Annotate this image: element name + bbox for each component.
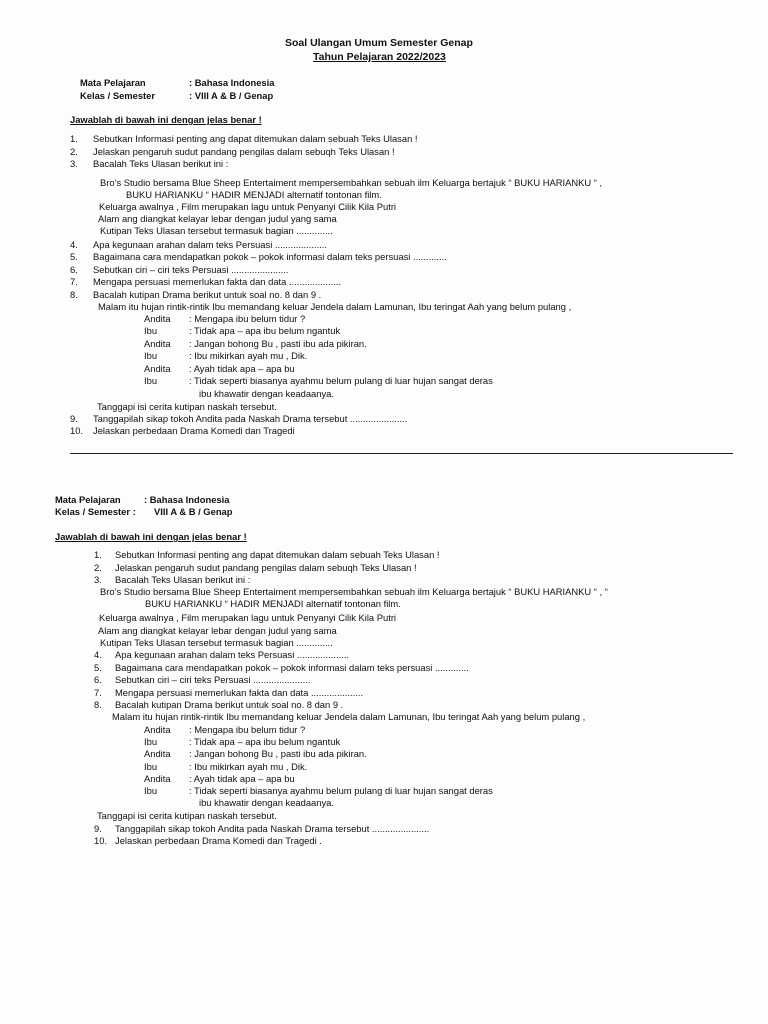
question-text: Mengapa persuasi memerlukan fakta dan data .................... — [93, 276, 342, 287]
instructions: Jawablah di bawah ini dengan jelas benar ! — [70, 114, 262, 125]
speaker-line: : Ayah tidak apa – apa bu — [189, 363, 295, 374]
subject-label: Mata Pelajaran — [55, 494, 121, 505]
question-number: 9. — [94, 823, 102, 834]
class-value: : VIII A & B / Genap — [189, 90, 274, 101]
speaker-line: : Mengapa ibu belum tidur ? — [189, 724, 306, 735]
page-title: Soal Ulangan Umum Semester Genap — [285, 37, 473, 49]
speaker-name: Ibu — [144, 736, 158, 747]
class-label: Kelas / Semester : — [55, 506, 136, 517]
passage-line: Bro’s Studio bersama Blue Sheep Entertaiment mempersembahkan sebuah ilm Keluarga bertajuk “ BUKU HARIANKU “ , — [100, 177, 603, 188]
instructions: Jawablah di bawah ini dengan jelas benar ! — [55, 531, 247, 542]
question-number: 2. — [70, 146, 78, 157]
speaker-name: Ibu — [144, 325, 158, 336]
question-text: Apa kegunaan arahan dalam teks Persuasi .................... — [93, 239, 327, 250]
question-number: 3. — [70, 158, 78, 169]
question-text: Mengapa persuasi memerlukan fakta dan data .................... — [115, 687, 364, 698]
subject-value: : Bahasa Indonesia — [144, 494, 230, 505]
question-number: 1. — [94, 549, 102, 560]
question-text: Sebutkan ciri – ciri teks Persuasi ...................... — [93, 264, 289, 275]
academic-year: Tahun Pelajaran 2022/2023 — [313, 51, 446, 63]
speaker-name: Ibu — [144, 350, 158, 361]
question-text: Tanggapilah sikap tokoh Andita pada Naskah Drama tersebut ...................... — [115, 823, 430, 834]
speaker-line: : Jangan bohong Bu , pasti ibu ada pikiran. — [189, 338, 367, 349]
question-number: 5. — [94, 662, 102, 673]
question-text: Sebutkan Informasi penting ang dapat ditemukan dalam sebuah Teks Ulasan ! — [93, 133, 418, 144]
subject-value: : Bahasa Indonesia — [189, 77, 275, 88]
speaker-line: : Tidak apa – apa ibu belum ngantuk — [189, 325, 341, 336]
passage-line: Keluarga awalnya , Film merupakan lagu untuk Penyanyi Cilik Kila Putri — [99, 612, 397, 623]
passage-line: BUKU HARIANKU “ HADIR MENJADI alternatif tontonan film. — [145, 598, 401, 609]
speaker-line: : Ibu mikirkan ayah mu , Dik. — [189, 761, 308, 772]
speaker-name: Ibu — [144, 761, 158, 772]
speaker-line: : Tidak apa – apa ibu belum ngantuk — [189, 736, 341, 747]
question-text: Jelaskan pengaruh sudut pandang pengilas dalam sebuqh Teks Ulasan ! — [93, 146, 395, 157]
question-number: 9. — [70, 413, 78, 424]
question-number: 6. — [70, 264, 78, 275]
question-text: Bacalah Teks Ulasan berikut ini : — [115, 574, 251, 585]
question-number: 10. — [70, 425, 84, 436]
speaker-name: Ibu — [144, 375, 158, 386]
speaker-line: : Tidak seperti biasanya ayahmu belum pulang di luar hujan sangat deras — [189, 375, 493, 386]
question-text: Sebutkan Informasi penting ang dapat ditemukan dalam sebuah Teks Ulasan ! — [115, 549, 440, 560]
question-text: Sebutkan ciri – ciri teks Persuasi ...................... — [115, 674, 311, 685]
question-number: 3. — [94, 574, 102, 585]
class-value: VIII A & B / Genap — [154, 506, 233, 517]
speaker-line: : Ayah tidak apa – apa bu — [189, 773, 295, 784]
speaker-name: Andita — [144, 313, 171, 324]
question-number: 8. — [94, 699, 102, 710]
question-number: 7. — [94, 687, 102, 698]
dialogue-continuation: ibu khawatir dengan keadaanya. — [199, 388, 334, 399]
subject-label: Mata Pelajaran — [80, 77, 146, 88]
question-text: Tanggapilah sikap tokoh Andita pada Naskah Drama tersebut ...................... — [93, 413, 408, 424]
passage-line: Kutipan Teks Ulasan tersebut termasuk bagian .............. — [100, 637, 333, 648]
speaker-line: : Mengapa ibu belum tidur ? — [189, 313, 306, 324]
question-text: Jelaskan pengaruh sudut pandang pengilas dalam sebuqh Teks Ulasan ! — [115, 562, 417, 573]
question-number: 6. — [94, 674, 102, 685]
question-number: 4. — [70, 239, 78, 250]
speaker-name: Ibu — [144, 785, 158, 796]
passage-line: Alam ang diangkat kelayar lebar dengan judul yang sama — [98, 213, 337, 224]
speaker-name: Andita — [144, 338, 171, 349]
speaker-name: Andita — [144, 748, 171, 759]
question-number: 2. — [94, 562, 102, 573]
question-text: Bacalah kutipan Drama berikut untuk soal no. 8 dan 9 . — [93, 289, 322, 300]
question-number: 5. — [70, 251, 78, 262]
question-text: Apa kegunaan arahan dalam teks Persuasi .................... — [115, 649, 349, 660]
passage-line: Alam ang diangkat kelayar lebar dengan judul yang sama — [98, 625, 337, 636]
question-number: 7. — [70, 276, 78, 287]
passage-line: Bro’s Studio bersama Blue Sheep Entertaiment mempersembahkan sebuah ilm Keluarga bertajuk “ BUKU HARIANKU “ , “ — [100, 586, 608, 597]
drama-intro: Malam itu hujan rintik-rintik Ibu memandang keluar Jendela dalam Lamunan, Ibu teringat Aah yang belum pulang , — [112, 711, 586, 722]
speaker-name: Andita — [144, 724, 171, 735]
class-label: Kelas / Semester — [80, 90, 156, 101]
question-text: Bacalah Teks Ulasan berikut ini : — [93, 158, 229, 169]
question-text: Bacalah kutipan Drama berikut untuk soal no. 8 dan 9 . — [115, 699, 344, 710]
question-number: 10. — [94, 835, 108, 846]
question-number: 1. — [70, 133, 78, 144]
speaker-name: Andita — [144, 773, 171, 784]
dialogue-continuation: ibu khawatir dengan keadaanya. — [199, 797, 334, 808]
question-number: 4. — [94, 649, 102, 660]
question-text: Bagaimana cara mendapatkan pokok – pokok informasi dalam teks persuasi ............. — [93, 251, 447, 262]
speaker-line: : Tidak seperti biasanya ayahmu belum pulang di luar hujan sangat deras — [189, 785, 493, 796]
passage-line: BUKU HARIANKU “ HADIR MENJADI alternatif tontonan film. — [126, 189, 382, 200]
question-text: Jelaskan perbedaan Drama Komedi dan Tragedi — [93, 425, 295, 436]
drama-question: Tanggapi isi cerita kutipan naskah tersebut. — [97, 401, 277, 412]
speaker-line: : Jangan bohong Bu , pasti ibu ada pikiran. — [189, 748, 367, 759]
question-number: 8. — [70, 289, 78, 300]
speaker-name: Andita — [144, 363, 171, 374]
speaker-line: : Ibu mikirkan ayah mu , Dik. — [189, 350, 308, 361]
passage-line: Kutipan Teks Ulasan tersebut termasuk bagian .............. — [100, 225, 333, 236]
passage-line: Keluarga awalnya , Film merupakan lagu untuk Penyanyi Cilik Kila Putri — [99, 201, 397, 212]
drama-question: Tanggapi isi cerita kutipan naskah tersebut. — [97, 810, 277, 821]
question-text: Jelaskan perbedaan Drama Komedi dan Tragedi . — [115, 835, 322, 846]
drama-intro: Malam itu hujan rintik-rintik Ibu memandang keluar Jendela dalam Lamunan, Ibu teringat Aah yang belum pulang , — [98, 301, 572, 312]
section-divider — [70, 453, 733, 454]
question-text: Bagaimana cara mendapatkan pokok – pokok informasi dalam teks persuasi ............. — [115, 662, 469, 673]
